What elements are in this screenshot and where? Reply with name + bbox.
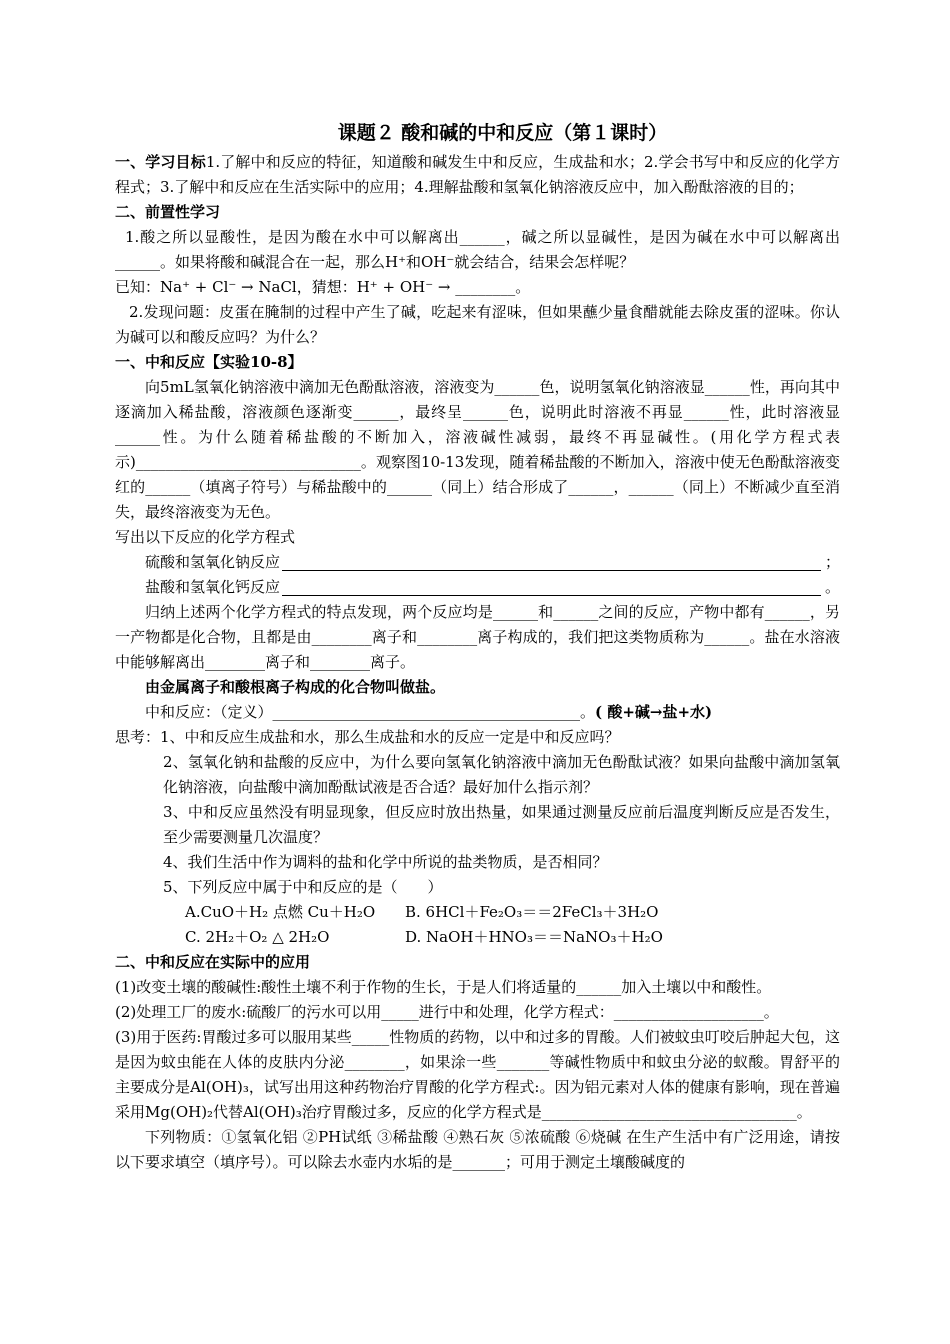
preview-question-2: 2.发现问题：皮蛋在腌制的过程中产生了碱，吃起来有涩味，但如果蘸少量食醋就能去除皮蛋的涩味。你认为碱可以和酸反应吗？为什么？ — [115, 303, 840, 346]
salt-definition: 由金属离子和酸根离子构成的化合物叫做盐。 — [145, 678, 446, 696]
section2-heading: 二、中和反应在实际中的应用 — [115, 953, 311, 971]
goals-paragraph — [115, 150, 840, 200]
option-a[interactable]: A.CuO＋H₂ 点燃 Cu＋H₂O — [185, 903, 376, 921]
equation-1-end: ； — [824, 553, 840, 571]
summary-paragraph: 归纳上述两个化学方程式的特点发现，两个反应均是______和______之间的反应，产物中都有______，另一产物都是化合物，且都是由________离子和________离子构成的，我们把这类物质称为______。盐在水溶液中能够解离出________离子和________离子。 — [115, 603, 840, 671]
goals-text: 1.了解中和反应的特征，知道酸和碱发生中和反应，生成盐和水；2.学会书写中和反应的化学方程式；3.了解中和反应在生活实际中的应用；4.理解盐酸和氢氧化钠溶液反应中，加入酚酞溶液的目的； — [115, 153, 840, 196]
section1-heading: 一、中和反应【实验10-8】 — [115, 353, 303, 371]
think-question-5: 5、下列反应中属于中和反应的是（ ） — [163, 878, 443, 896]
neutralization-definition: 中和反应：（定义）_________________________________________。 — [145, 703, 596, 721]
think-question-4: 4、我们生活中作为调料的盐和化学中所说的盐类物质，是否相同？ — [163, 853, 608, 871]
options-row-2 — [115, 925, 840, 950]
neutralization-definition-line — [115, 700, 840, 725]
equation-line-2 — [115, 575, 840, 600]
neutralization-formula: ( 酸+碱→盐+水) — [595, 703, 713, 721]
goals-heading: 一、学习目标 — [115, 153, 206, 171]
think-question-3: 3、中和反应虽然没有明显现象，但反应时放出热量，如果通过测量反应前后温度判断反应是否发生，至少需要测量几次温度？ — [163, 803, 840, 846]
equation-2-end: 。 — [824, 578, 840, 596]
application-2: (2)处理工厂的废水:硫酸厂的污水可以用_____进行中和处理，化学方程式：____________________。 — [115, 1003, 779, 1021]
page-title: 课题２ 酸和碱的中和反应（第１课时） — [337, 122, 668, 144]
equation-2-label: 盐酸和氢氧化钙反应 — [145, 578, 281, 596]
equation-1-blank[interactable] — [282, 552, 821, 571]
experiment-paragraph: 向5mL氢氧化钠溶液中滴加无色酚酞溶液，溶液变为______色，说明氢氧化钠溶液显______性，再向其中逐滴加入稀盐酸，溶液颜色逐渐变______，最终呈______色，说明此时溶液不再显______性，此时溶液显______性。为什么随着稀盐酸的不断加入，溶液碱性减弱，最终不再显碱性。(用化学方程式表示)______________________________。观察图10-13发现，随着稀盐酸的不断加入，溶液中使无色酚酞溶液变红的______（填离子符号）与稀盐酸中的______（同上）结合形成了______，______（同上）不断减少直至消失，最终溶液变为无色。 — [115, 378, 840, 521]
preview-question-1: 1.酸之所以显酸性，是因为酸在水中可以解离出______，碱之所以显碱性，是因为碱在水中可以解离出______。如果将酸和碱混合在一起，那么H⁺和OH⁻就会结合，结果会怎样呢？ — [115, 228, 840, 271]
equation-2-blank[interactable] — [282, 577, 821, 596]
option-c[interactable]: C. 2H₂＋O₂ △ 2H₂O — [185, 928, 330, 946]
substances-question: 下列物质：①氢氧化铝 ②PH试纸 ③稀盐酸 ④熟石灰 ⑤浓硫酸 ⑥烧碱 在生产生活中有广泛用途，请按以下要求填空（填序号）。可以除去水壶内水垢的是_______；可用于测定土壤酸碱度的 — [115, 1128, 840, 1171]
application-3: (3)用于医药:胃酸过多可以服用某些_____性物质的药物，以中和过多的胃酸。人们被蚊虫叮咬后肿起大包，这是因为蚊虫能在人体的皮肤内分泌________，如果涂一些_______等碱性物质中和蚊虫分泌的蚁酸。胃舒平的主要成分是Al(OH)₃，试写出用这种药物治疗胃酸的化学方程式:。因为铝元素对人体的健康有影响，现在普遍采用Mg(OH)₂代替Al(OH)₃治疗胃酸过多，反应的化学方程式是__________________________________。 — [115, 1028, 840, 1121]
preview-heading: 二、前置性学习 — [115, 203, 221, 221]
think-question-2: 2、氢氧化钠和盐酸的反应中，为什么要向氢氧化钠溶液中滴加无色酚酞试液？如果向盐酸中滴加氢氧化钠溶液，向盐酸中滴加酚酞试液是否合适？最好加什么指示剂？ — [163, 753, 840, 796]
option-b[interactable]: B. 6HCl＋Fe₂O₃＝＝2FeCl₃＋3H₂O — [405, 903, 659, 921]
option-d[interactable]: D. NaOH＋HNO₃＝＝NaNO₃＋H₂O — [405, 928, 663, 946]
worksheet — [115, 118, 840, 1175]
preview-given: 已知：Na⁺ + Cl⁻ → NaCl，猜想：H⁺ + OH⁻ → ________。 — [115, 278, 531, 296]
write-equations-label: 写出以下反应的化学方程式 — [115, 528, 296, 546]
think-question-1: 思考：1、中和反应生成盐和水，那么生成盐和水的反应一定是中和反应吗？ — [115, 728, 620, 746]
application-1: (1)改变土壤的酸碱性:酸性土壤不利于作物的生长，于是人们将适量的______加入土壤以中和酸性。 — [115, 978, 772, 996]
options-row-1 — [115, 900, 840, 925]
equation-line-1 — [115, 550, 840, 575]
equation-1-label: 硫酸和氢氧化钠反应 — [145, 553, 281, 571]
